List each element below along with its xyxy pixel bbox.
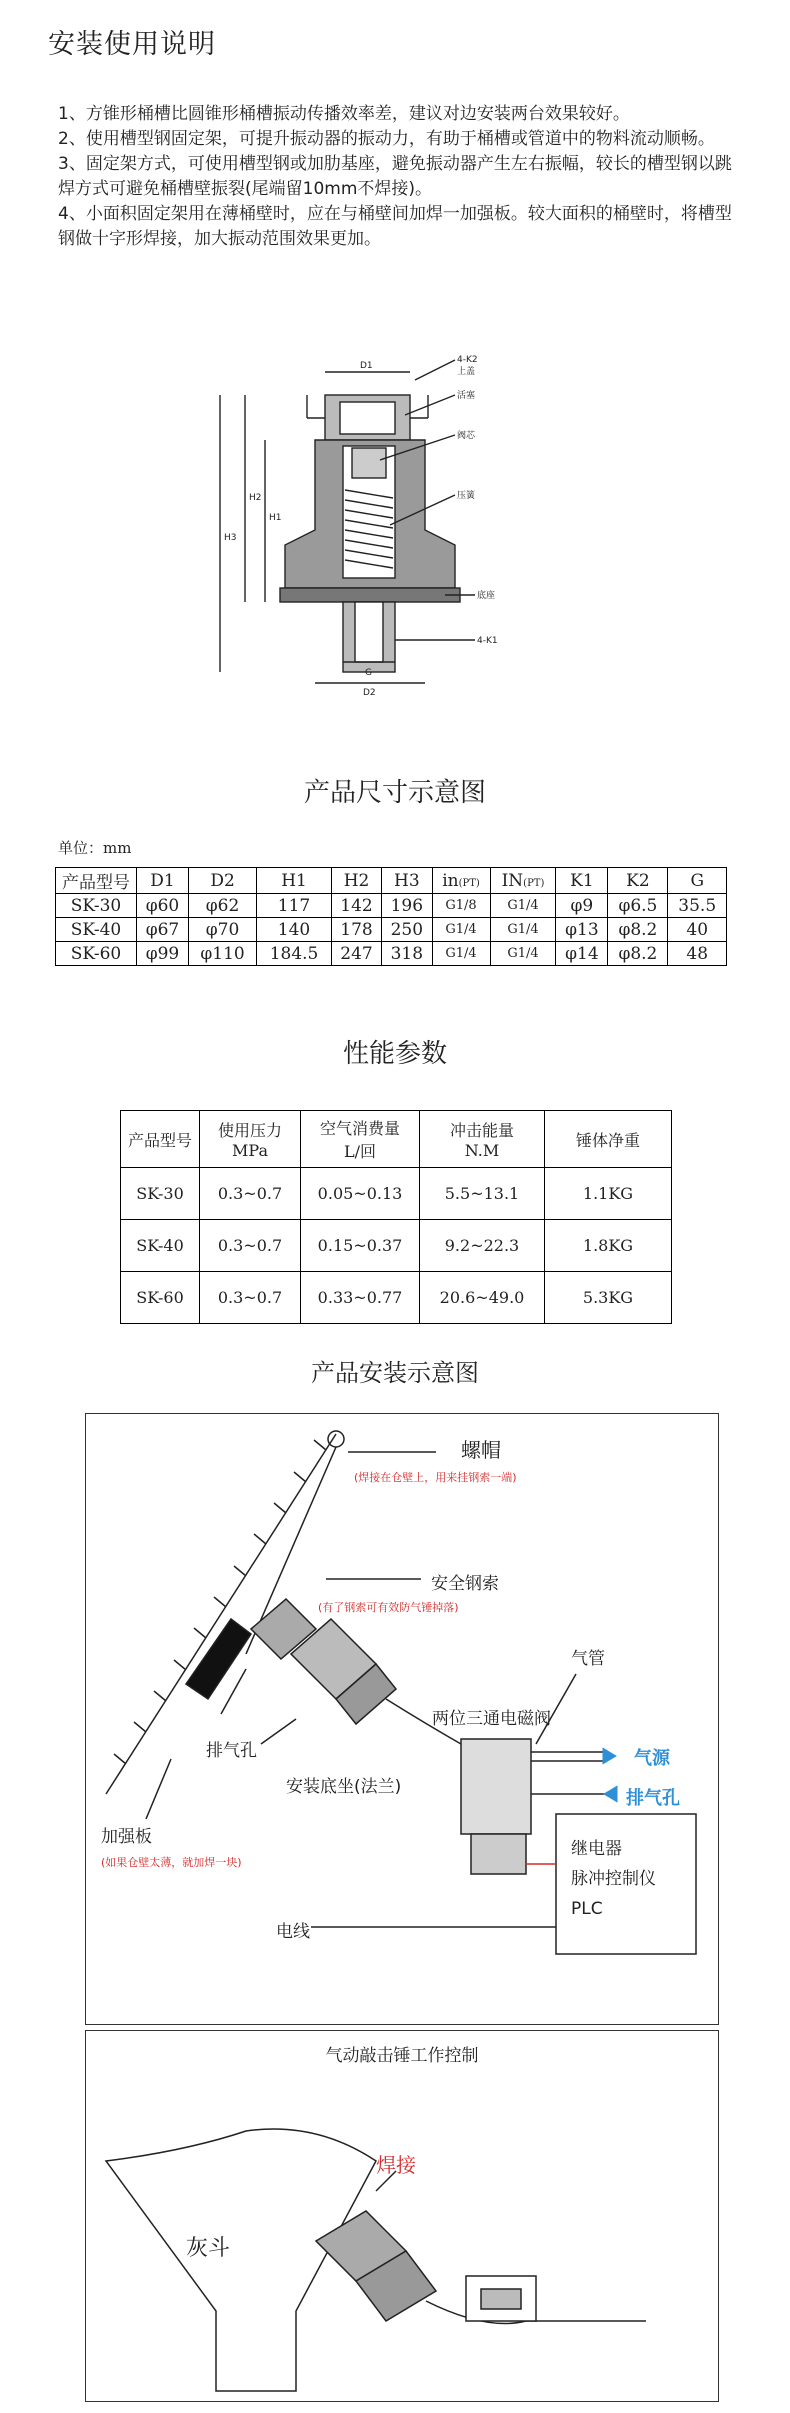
label-h1: H1 — [269, 513, 282, 523]
table-cell: SK-30 — [121, 1168, 200, 1220]
install-drawing — [86, 1414, 718, 2024]
wire-label: 电线 — [276, 1922, 310, 1942]
air-source-label: 气源 — [634, 1748, 670, 1769]
label-k1: 4-K1 — [477, 636, 498, 646]
table-row — [121, 1272, 672, 1324]
unit-label: 单位：mm — [58, 839, 132, 857]
dimensions-title: 产品尺寸示意图 — [303, 778, 486, 808]
table-cell: 318 — [382, 942, 432, 966]
table-cell: 184.5 — [257, 942, 332, 966]
exhaust-right-label: 排气孔 — [626, 1788, 680, 1809]
instruction-item: 4、小面积固定架用在薄桶壁时，应在与桶壁间加焊一加强板。较大面积的桶壁时，将槽型钢做十字形焊接，加大振动范围效果更加。 — [58, 204, 732, 249]
table-row — [121, 1168, 672, 1220]
col-header: H2 — [331, 868, 381, 894]
nut-note: (焊接在仓壁上，用来挂钢索一端) — [354, 1471, 517, 1484]
col-header: D1 — [137, 868, 189, 894]
table-cell: G1/4 — [432, 942, 490, 966]
label-base: 底座 — [477, 591, 496, 601]
nut-label: 螺帽 — [461, 1438, 501, 1462]
col-header: IN(PT) — [490, 868, 556, 894]
table-cell: φ8.2 — [608, 942, 668, 966]
table-cell: SK-60 — [121, 1272, 200, 1324]
col-header: H3 — [382, 868, 432, 894]
label-piston: 活塞 — [457, 391, 476, 401]
dimensions-table — [55, 867, 727, 966]
control-title: 气动敲击锤工作控制 — [325, 2046, 479, 2066]
table-cell: 9.2~22.3 — [420, 1220, 545, 1272]
table-cell: φ9 — [556, 894, 608, 918]
control-drawing — [86, 2031, 718, 2401]
table-cell: G1/4 — [432, 918, 490, 942]
table-cell: 5.3KG — [545, 1272, 672, 1324]
table-cell: φ67 — [137, 918, 189, 942]
col-header: 冲击能量 N.M — [420, 1111, 545, 1168]
table-cell: 1.8KG — [545, 1220, 672, 1272]
table-cell: G1/4 — [490, 894, 556, 918]
table-cell: 48 — [668, 942, 727, 966]
table-cell: φ110 — [188, 942, 256, 966]
label-core: 阀芯 — [457, 431, 476, 441]
col-header: H1 — [257, 868, 332, 894]
label-h3: H3 — [224, 533, 237, 543]
label-g: G — [365, 668, 372, 678]
label-k2: 4-K2 — [457, 355, 478, 365]
page-title: 安装使用说明 — [48, 29, 216, 60]
table-cell: 178 — [331, 918, 381, 942]
table-cell: φ6.5 — [608, 894, 668, 918]
hopper-label: 灰斗 — [186, 2236, 231, 2261]
cable-note: (有了钢索可有效防气锤掉落) — [318, 1601, 459, 1614]
table-cell: 1.1KG — [545, 1168, 672, 1220]
weld-label: 焊接 — [376, 2153, 416, 2177]
performance-table — [120, 1110, 672, 1324]
table-cell: 0.3~0.7 — [200, 1220, 301, 1272]
table-cell: 250 — [382, 918, 432, 942]
controller-item: 继电器 — [571, 1839, 622, 1859]
table-cell: φ70 — [188, 918, 256, 942]
table-cell: 35.5 — [668, 894, 727, 918]
label-spring: 压簧 — [457, 491, 476, 501]
table-row — [56, 894, 727, 918]
install-title: 产品安装示意图 — [311, 1359, 479, 1387]
controller-item: PLC — [571, 1899, 603, 1919]
plate-label: 加强板 — [101, 1827, 152, 1847]
table-cell: SK-40 — [121, 1220, 200, 1272]
table-cell: 20.6~49.0 — [420, 1272, 545, 1324]
table-cell: φ13 — [556, 918, 608, 942]
table-cell: G1/4 — [490, 918, 556, 942]
col-header: 锤体净重 — [545, 1111, 672, 1168]
table-header-row — [56, 868, 727, 894]
col-header: 使用压力 MPa — [200, 1111, 301, 1168]
table-cell: 40 — [668, 918, 727, 942]
instructions-list — [58, 102, 738, 252]
table-cell: G1/4 — [490, 942, 556, 966]
table-cell: SK-60 — [56, 942, 137, 966]
label-d1: D1 — [360, 361, 373, 371]
col-header: D2 — [188, 868, 256, 894]
cross-section-drawing — [215, 340, 535, 700]
table-row — [56, 942, 727, 966]
col-header: 产品型号 — [56, 868, 137, 894]
instruction-item: 3、固定架方式，可使用槽型钢或加肋基座，避免振动器产生左右振幅，较长的槽型钢以跳焊方式可避免桶槽壁振裂(尾端留10mm不焊接)。 — [58, 154, 732, 199]
table-cell: 0.3~0.7 — [200, 1168, 301, 1220]
label-h2: H2 — [249, 493, 262, 503]
table-row — [56, 918, 727, 942]
col-header: K1 — [556, 868, 608, 894]
table-cell: 140 — [257, 918, 332, 942]
table-header-row — [121, 1111, 672, 1168]
table-cell: 5.5~13.1 — [420, 1168, 545, 1220]
instruction-item: 1、方锥形桶槽比圆锥形桶槽振动传播效率差，建议对边安装两台效果较好。 — [58, 104, 630, 124]
label-d2: D2 — [363, 688, 376, 698]
mount-label: 安装底坐(法兰) — [286, 1777, 402, 1797]
instruction-item: 2、使用槽型钢固定架，可提升振动器的振动力，有助于桶槽或管道中的物料流动顺畅。 — [58, 129, 715, 149]
table-row — [121, 1220, 672, 1272]
table-cell: φ62 — [188, 894, 256, 918]
table-cell: 0.33~0.77 — [301, 1272, 420, 1324]
controller-item: 脉冲控制仪 — [571, 1869, 656, 1889]
table-cell: 0.3~0.7 — [200, 1272, 301, 1324]
plate-note: (如果仓壁太薄，就加焊一块) — [101, 1856, 242, 1869]
table-cell: φ60 — [137, 894, 189, 918]
table-cell: 142 — [331, 894, 381, 918]
col-header: 产品型号 — [121, 1111, 200, 1168]
table-cell: 0.05~0.13 — [301, 1168, 420, 1220]
install-diagram — [85, 1413, 719, 2025]
table-cell: φ14 — [556, 942, 608, 966]
table-cell: SK-40 — [56, 918, 137, 942]
table-cell: 117 — [257, 894, 332, 918]
table-cell: SK-30 — [56, 894, 137, 918]
exhaust-left-label: 排气孔 — [206, 1741, 257, 1761]
label-cover: 上盖 — [457, 367, 476, 377]
air-pipe-label: 气管 — [571, 1649, 605, 1669]
table-cell: φ8.2 — [608, 918, 668, 942]
table-cell: φ99 — [137, 942, 189, 966]
controller-box — [571, 1834, 656, 1924]
valve-label: 两位三通电磁阀 — [432, 1709, 551, 1729]
table-cell: G1/8 — [432, 894, 490, 918]
control-diagram — [85, 2030, 719, 2402]
col-header: in(PT) — [432, 868, 490, 894]
table-cell: 0.15~0.37 — [301, 1220, 420, 1272]
table-cell: 196 — [382, 894, 432, 918]
col-header: G — [668, 868, 727, 894]
table-cell: 247 — [331, 942, 381, 966]
col-header: K2 — [608, 868, 668, 894]
performance-title: 性能参数 — [342, 1039, 447, 1069]
col-header: 空气消费量 L/回 — [301, 1111, 420, 1168]
cable-label: 安全钢索 — [431, 1574, 499, 1594]
